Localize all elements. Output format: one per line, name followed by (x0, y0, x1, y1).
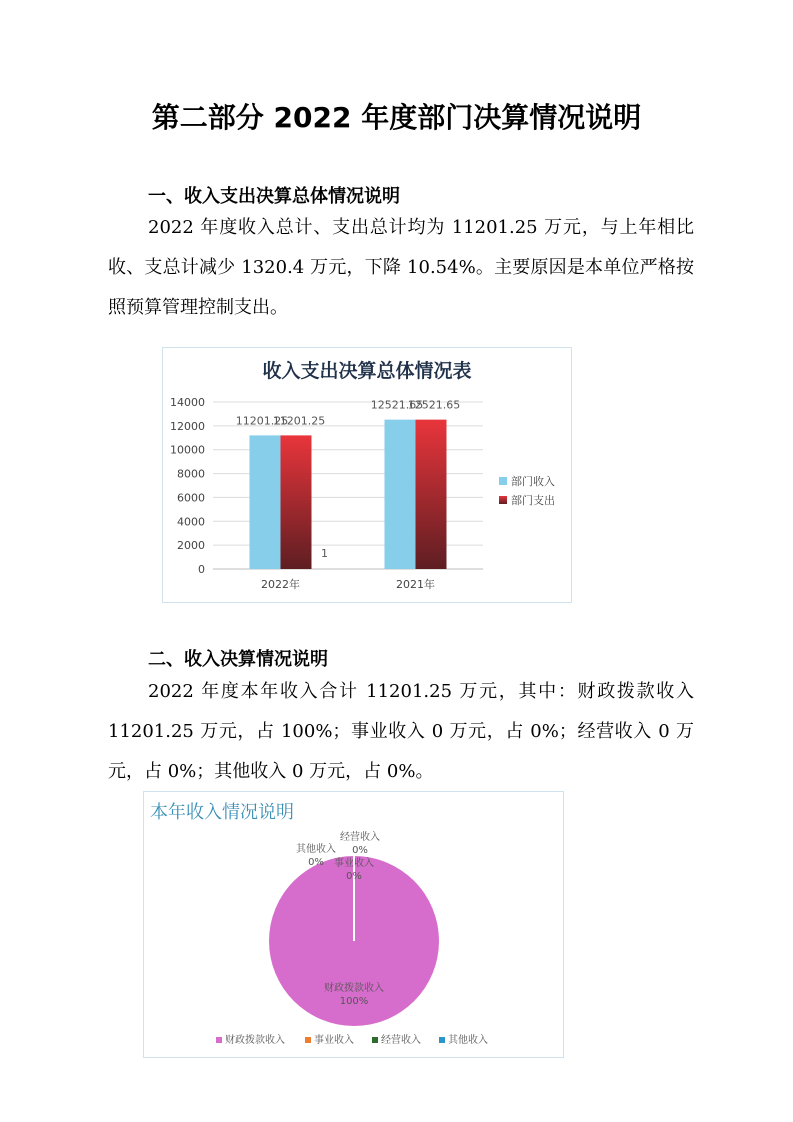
legend-label: 部门收入 (511, 475, 555, 488)
section1-paragraph: 2022 年度收入总计、支出总计均为 11201.25 万元，与上年相比收、支总计减少 1320.4 万元，下降 10.54%。主要原因是本单位严格按照预算管理控制支出。 (108, 217, 694, 318)
y-tick-label: 8000 (177, 467, 205, 481)
pie-label-pct: 0% (346, 871, 362, 882)
y-tick-label: 2000 (177, 539, 205, 553)
legend-label: 部门支出 (511, 494, 555, 507)
chart-title: 本年收入情况说明 (150, 802, 294, 823)
legend-swatch-经营收入 (372, 1037, 378, 1043)
legend-swatch-其他收入 (439, 1037, 445, 1043)
pie-chart (144, 792, 563, 1057)
bar-部门收入-2021年 (385, 420, 416, 569)
y-tick-label: 10000 (170, 443, 205, 457)
pie-label-pct: 100% (339, 996, 369, 1007)
pie-label-pct: 0% (308, 857, 324, 868)
pie-label-name: 其他收入 (296, 844, 336, 855)
section2-paragraph: 2022 年度本年收入合计 11201.25 万元，其中：财政拨款收入 11201.25 万元，占 100%；事业收入 0 万元，占 0%；经营收入 0 万元，占 0%；其他收入 0 万元，占 0%。 (108, 681, 694, 782)
data-label: 11201.25 (235, 414, 289, 428)
section1-heading: 一、收入支出决算总体情况说明 (148, 186, 400, 207)
data-label: 11201.25 (272, 414, 326, 428)
pie-label-name: 事业收入 (334, 858, 374, 869)
document-title: 第二部分 2022 年度部门决算情况说明 (151, 101, 642, 134)
data-label: 12521.65 (370, 398, 424, 412)
legend-label: 经营收入 (381, 1035, 421, 1046)
legend-label: 财政拨款收入 (225, 1035, 285, 1046)
y-tick-label: 14000 (170, 396, 205, 409)
data-label: 12521.65 (407, 398, 461, 412)
y-tick-label: 4000 (177, 515, 205, 529)
legend-swatch-部门收入 (499, 477, 507, 485)
bar-部门支出-2021年 (416, 420, 447, 569)
pie-chart-panel (143, 791, 564, 1058)
pie-label-pct: 0% (352, 845, 368, 856)
bar-chart-panel (162, 347, 572, 603)
x-tick-label: 2022年 (261, 578, 300, 591)
y-tick-label: 6000 (177, 491, 205, 505)
bar-chart (163, 348, 571, 602)
legend-swatch-部门支出 (499, 496, 507, 504)
bar-部门收入-2022年 (250, 435, 281, 569)
legend-swatch-事业收入 (305, 1037, 311, 1043)
x-tick-label: 2021年 (396, 578, 435, 591)
chart-title: 收入支出决算总体情况表 (262, 360, 472, 382)
y-tick-label: 12000 (170, 419, 205, 433)
bar-部门支出-2022年 (281, 435, 312, 569)
legend-swatch-财政拨款收入 (216, 1037, 222, 1043)
pie-label-name: 经营收入 (340, 832, 380, 843)
legend-label: 其他收入 (448, 1035, 488, 1046)
legend-label: 事业收入 (314, 1035, 354, 1046)
section2-heading: 二、收入决算情况说明 (148, 649, 328, 670)
y-tick-label: 0 (198, 563, 205, 576)
stray-data-label: 1 (321, 547, 328, 560)
pie-label-name: 财政拨款收入 (324, 983, 384, 994)
